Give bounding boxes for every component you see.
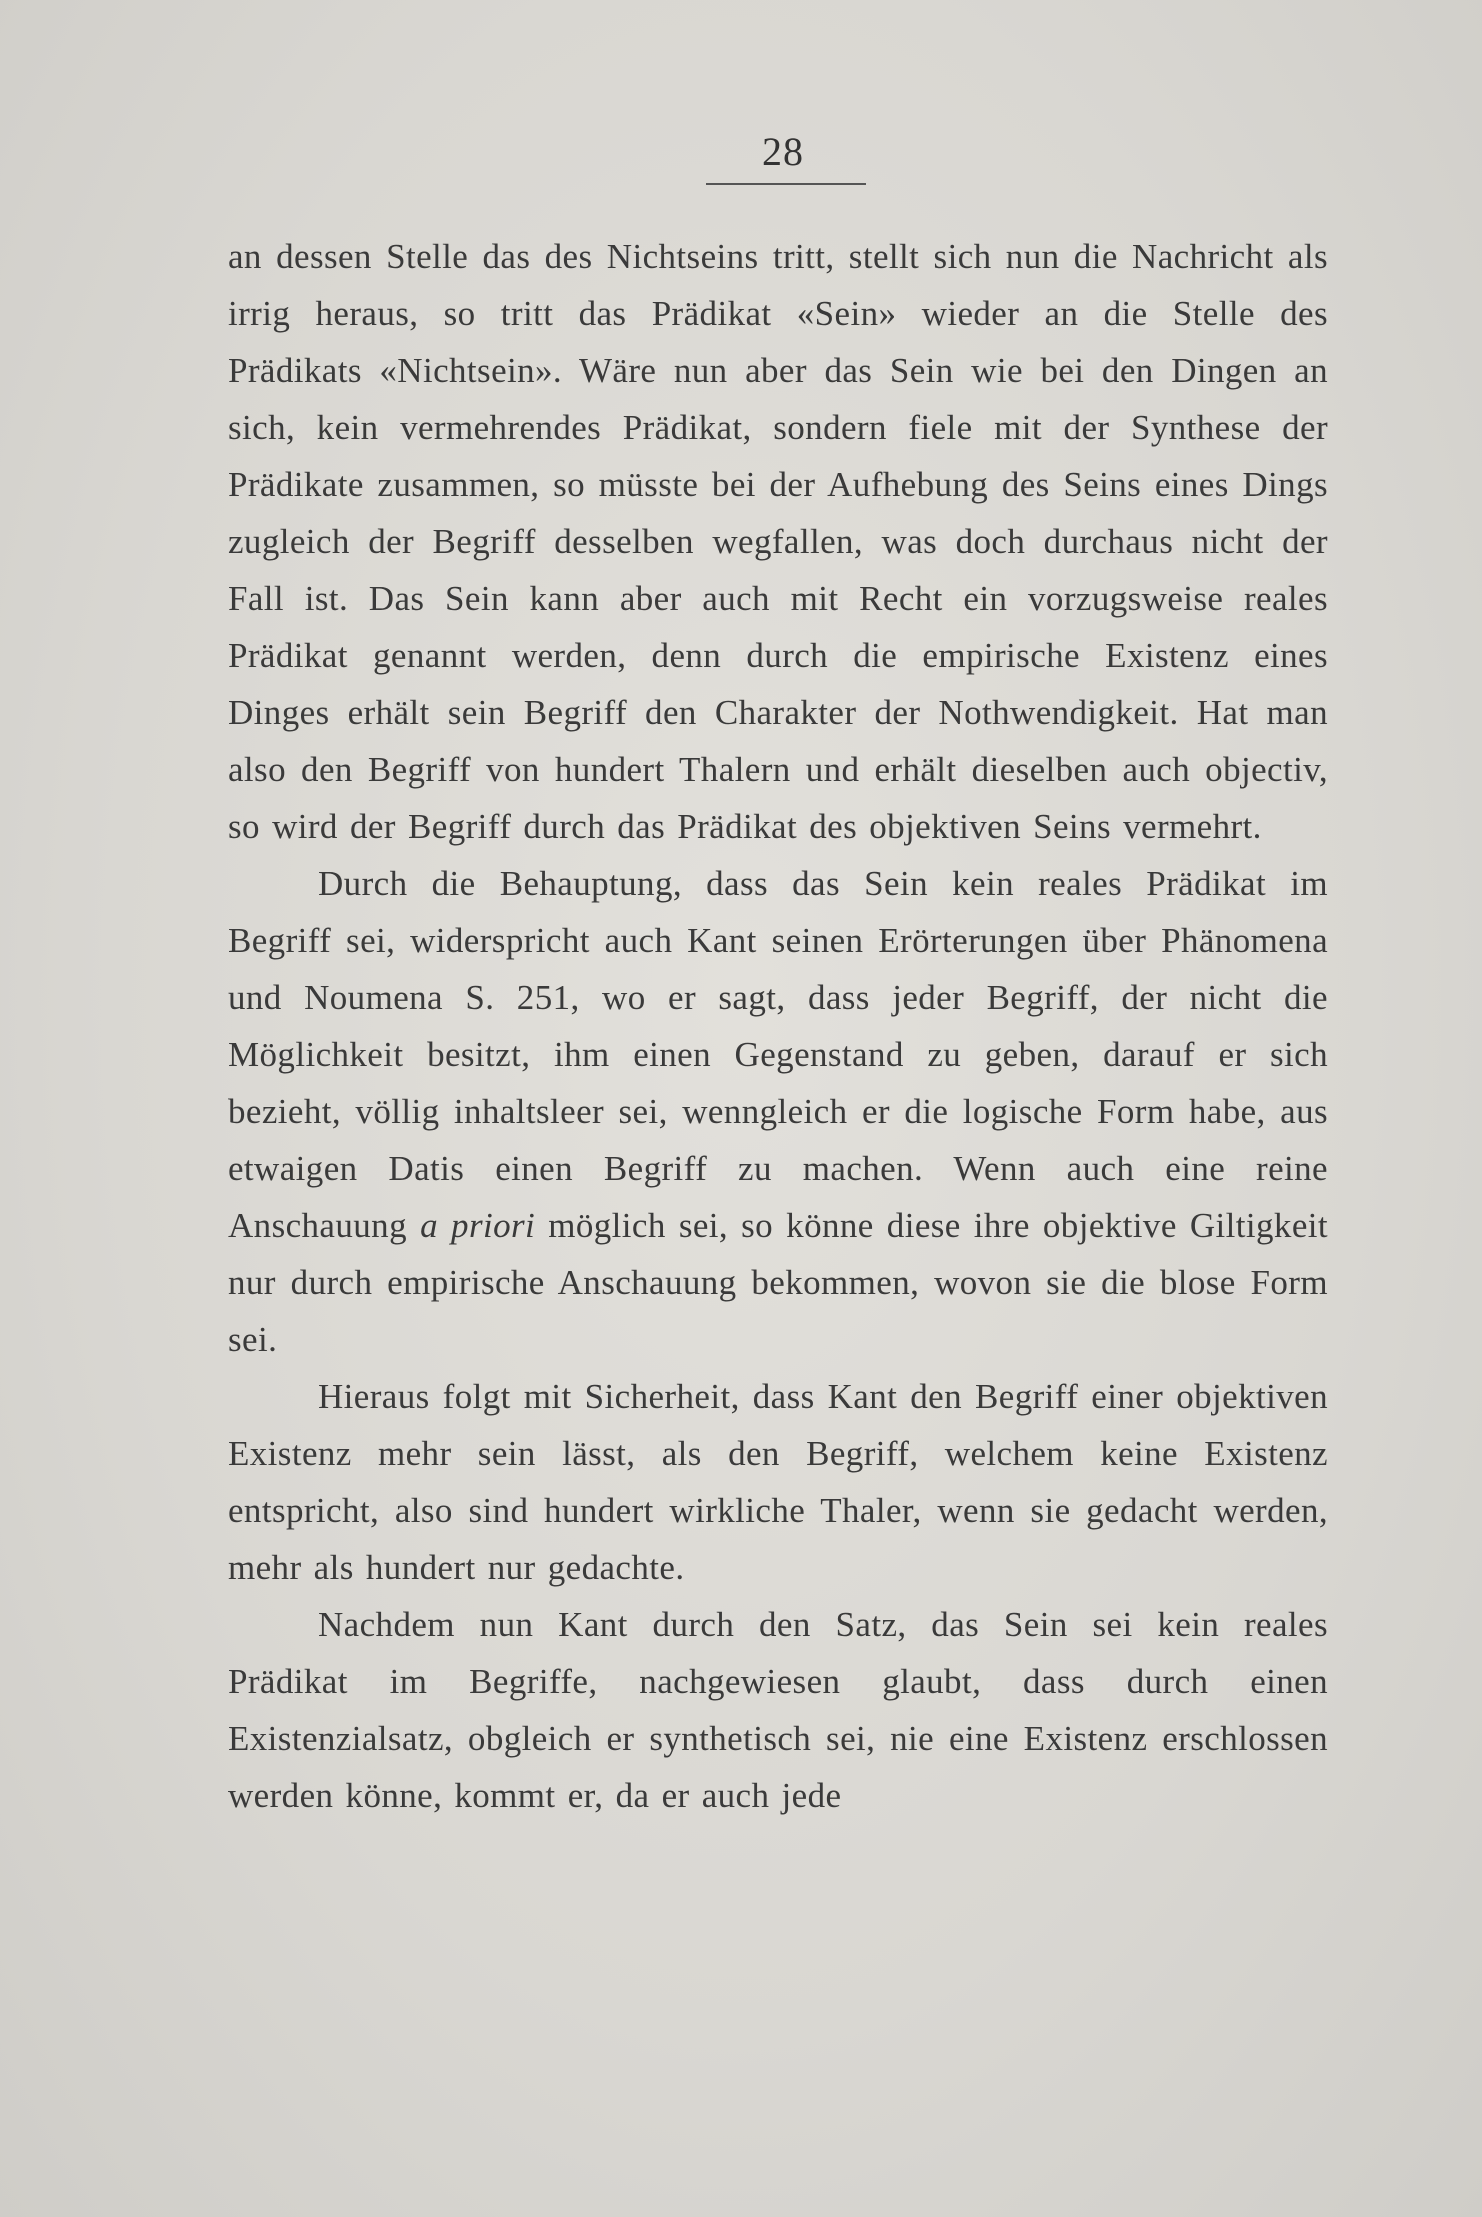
paragraph-4: Nachdem nun Kant durch den Satz, das Sein sei kein reales Prädikat im Begriffe, nachgewiesen glaubt, dass durch einen Existenzialsatz, obgleich er synthetisch sei, nie eine Existenz erschlossen werden könne, kommt er, da er auch jede (228, 1605, 1328, 1815)
paragraph-2-part-2: möglich sei, so könne diese ihre objektive Giltigkeit nur durch empirische Anschauung bekommen, wovon sie die blose Form sei. (228, 1206, 1328, 1359)
page-number-rule (706, 183, 866, 185)
paragraph-2-italic: a priori (420, 1206, 536, 1245)
paragraph-3: Hieraus folgt mit Sicherheit, dass Kant den Begriff einer objektiven Existenz mehr sein lässt, als den Begriff, welchem keine Existenz entspricht, also sind hundert wirkliche Thaler, wenn sie gedacht werden, mehr als hundert nur gedachte. (228, 1377, 1328, 1587)
page-number: 28 (762, 129, 804, 174)
paragraph-2-part-1: Durch die Behauptung, dass das Sein kein reales Prädikat im Begriff sei, widerspricht auch Kant seinen Erörterungen über Phänomena und Noumena S. 251, wo er sagt, dass jeder Begriff, der nicht die Möglichkeit besitzt, ihm einen Gegenstand zu geben, darauf er sich bezieht, völlig inhaltsleer sei, wenngleich er die logische Form habe, aus etwaigen Datis einen Begriff zu machen. Wenn auch eine reine Anschauung (228, 864, 1328, 1245)
paragraph-2 (228, 855, 1328, 1368)
body-text (228, 228, 1328, 1824)
paragraph-1: an dessen Stelle das des Nichtseins tritt, stellt sich nun die Nachricht als irrig heraus, so tritt das Prädikat «Sein» wieder an die Stelle des Prädikats «Nichtsein». Wäre nun aber das Sein wie bei den Dingen an sich, kein vermehrendes Prädikat, sondern fiele mit der Synthese der Prädikate zusammen, so müsste bei der Aufhebung des Seins eines Dings zugleich der Begriff desselben wegfallen, was doch durchaus nicht der Fall ist. Das Sein kann aber auch mit Recht ein vorzugsweise reales Prädikat genannt werden, denn durch die empirische Existenz eines Dinges erhält sein Begriff den Charakter der Nothwendigkeit. Hat man also den Begriff von hundert Thalern und erhält dieselben auch objectiv, so wird der Begriff durch das Prädikat des objektiven Seins vermehrt. (228, 237, 1328, 846)
